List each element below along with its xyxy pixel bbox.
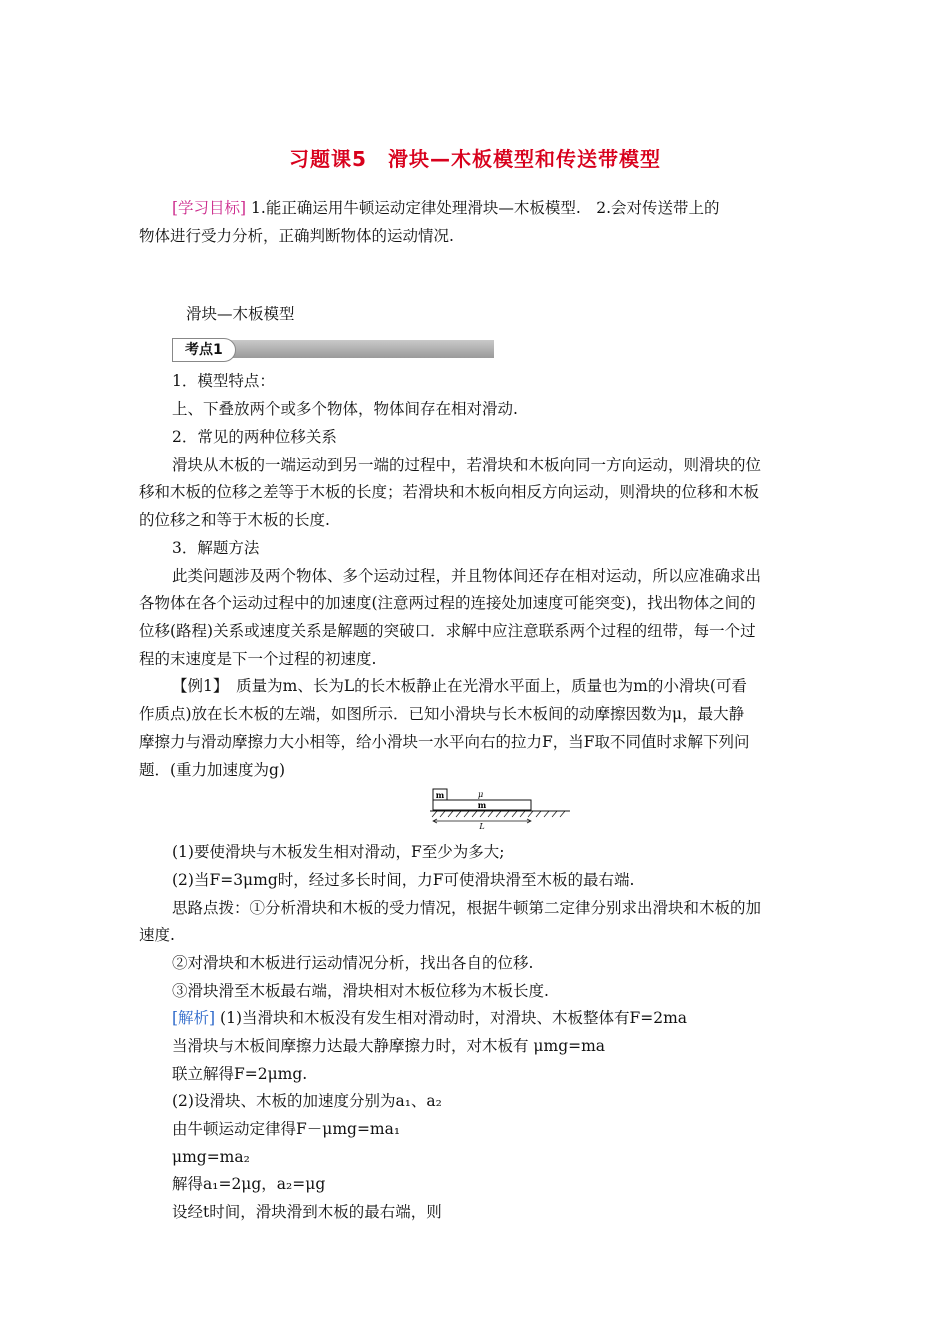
paragraph-1: 1．模型特点： (172, 372, 275, 390)
question-1: (1)要使滑块与木板发生相对滑动，F至少为多大; (172, 843, 505, 861)
solution-line-3: 联立解得F=2μmg. (172, 1065, 308, 1083)
solution-line-4: (2)设滑块、木板的加速度分别为a₁、a₂ (172, 1092, 442, 1110)
ground-hatch (432, 811, 565, 817)
solution-line-5: 由牛顿运动定律得F－μmg=ma₁ (172, 1120, 401, 1138)
solution-line-8: 设经t时间，滑块滑到木板的最右端，则 (172, 1203, 442, 1221)
kaodian-label: 考点1 (172, 338, 236, 362)
example-line-3: 摩擦力与滑动摩擦力大小相等，给小滑块一水平向右的拉力F，当F取不同值时求解下列问 (139, 733, 750, 751)
example-line-1 (172, 675, 747, 697)
paragraph-11: 程的末速度是下一个过程的初速度. (139, 650, 377, 668)
paragraph-6: 的位移之和等于木板的长度. (139, 511, 330, 529)
board-label: m (477, 800, 487, 810)
objectives-line-1 (172, 197, 720, 219)
example-label: 【例1】 (172, 677, 221, 695)
length-label: L (479, 822, 485, 831)
hint-1: 思路点拨：①分析滑块和木板的受力情况，根据牛顿第二定律分别求出滑块和木板的加 (172, 899, 762, 917)
page-title: 习题课5 滑块—木板模型和传送带模型 (289, 147, 661, 171)
example-text-1: 质量为m、长为L的长木板静止在光滑水平面上，质量也为m的小滑块(可看 (220, 677, 747, 695)
mu-label: μ (478, 790, 484, 799)
paragraph-8: 此类问题涉及两个物体、多个运动过程，并且物体间还存在相对运动，所以应准确求出 (172, 567, 762, 585)
paragraph-5: 移和木板的位移之差等于木板的长度；若滑块和木板向相反方向运动，则滑块的位移和木板 (139, 483, 760, 501)
paragraph-7: 3．解题方法 (172, 539, 260, 557)
hint-2: 速度. (139, 926, 175, 944)
solution-tag: [解析] (172, 1009, 216, 1027)
paragraph-2: 上、下叠放两个或多个物体，物体间存在相对滑动. (172, 400, 518, 418)
objectives-text-1: 1.能正确运用牛顿运动定律处理滑块—木板模型. 2.会对传送带上的 (251, 199, 720, 217)
example-line-4: 题．(重力加速度为g) (139, 761, 286, 779)
solution-line-2: 当滑块与木板间摩擦力达最大静摩擦力时，对木板有 μmg=ma (172, 1037, 606, 1055)
hint-3: ②对滑块和木板进行运动情况分析，找出各自的位移. (172, 954, 534, 972)
question-2: (2)当F=3μmg时，经过多长时间，力F可使滑块滑至木板的最右端. (172, 871, 635, 889)
solution-line-6: μmg=ma₂ (172, 1148, 250, 1166)
paragraph-10: 位移(路程)关系或速度关系是解题的突破口．求解中应注意联系两个过程的纽带，每一个过 (139, 622, 756, 640)
solution-text-1: (1)当滑块和木板没有发生相对滑动时，对滑块、木板整体有F=2ma (220, 1009, 688, 1027)
paragraph-3: 2．常见的两种位移关系 (172, 428, 337, 446)
objectives-tag: [学习目标] (172, 199, 247, 217)
example-line-2: 作质点)放在长木板的左端，如图所示．已知小滑块与长木板间的动摩擦因数为μ，最大静 (139, 705, 745, 723)
objectives-line-2: 物体进行受力分析，正确判断物体的运动情况. (139, 227, 454, 245)
section-heading: 滑块—木板模型 (186, 305, 295, 323)
paragraph-4: 滑块从木板的一端运动到另一端的过程中，若滑块和木板向同一方向运动，则滑块的位 (172, 456, 762, 474)
paragraph-9: 各物体在各个运动过程中的加速度(注意两过程的连接处加速度可能突变)，找出物体之间的 (139, 594, 756, 612)
small-block-label: m (435, 790, 445, 800)
block-board-figure (430, 785, 570, 831)
solution-line-7: 解得a₁=2μg，a₂=μg (172, 1175, 326, 1193)
solution-line-1 (172, 1007, 687, 1029)
hint-4: ③滑块滑至木板最右端，滑块相对木板位移为木板长度. (172, 982, 549, 1000)
